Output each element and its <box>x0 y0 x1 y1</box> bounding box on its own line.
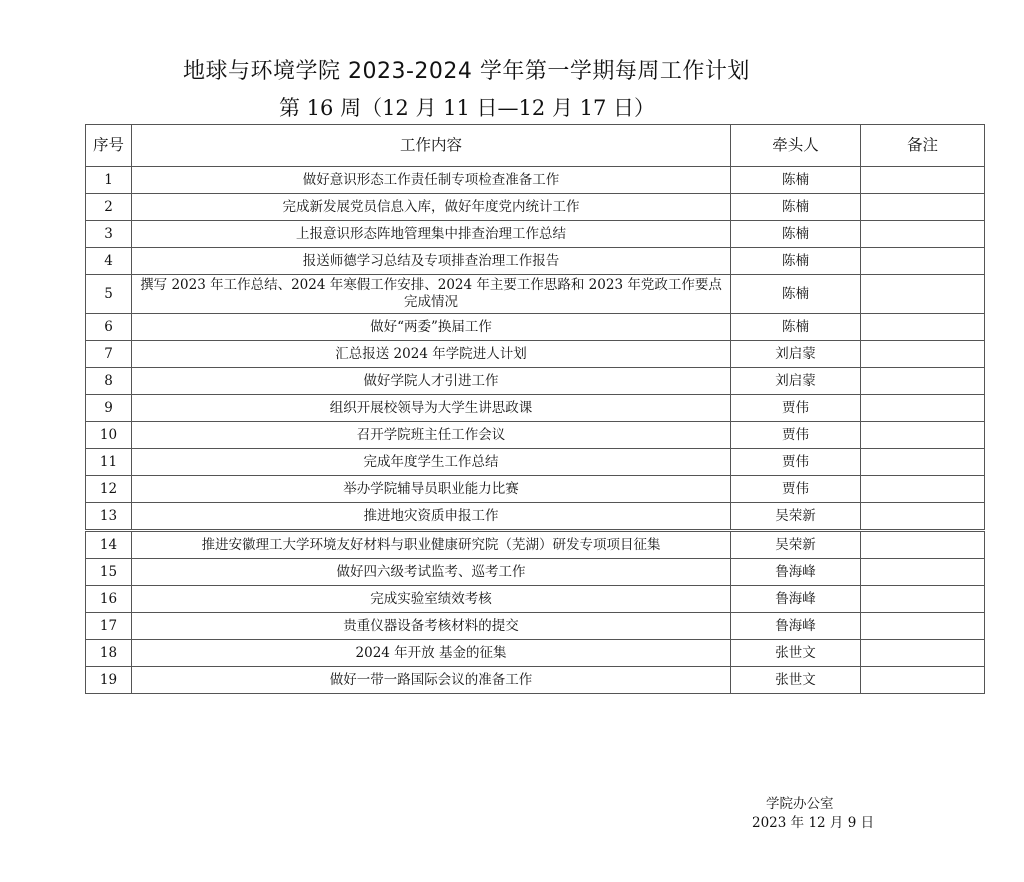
row-note <box>861 586 985 613</box>
row-lead: 鲁海峰 <box>731 586 861 613</box>
row-content: 报送师德学习总结及专项排查治理工作报告 <box>132 248 731 275</box>
row-note <box>861 531 985 559</box>
row-note <box>861 194 985 221</box>
issuing-office: 学院办公室 <box>766 796 834 812</box>
row-note <box>861 640 985 667</box>
table-row <box>86 167 985 194</box>
row-number: 12 <box>86 476 132 503</box>
table-row <box>86 531 985 559</box>
row-content: 召开学院班主任工作会议 <box>132 422 731 449</box>
table-row <box>86 194 985 221</box>
table-row <box>86 667 985 694</box>
row-note <box>861 449 985 476</box>
row-note <box>861 559 985 586</box>
row-note <box>861 314 985 341</box>
row-number: 6 <box>86 314 132 341</box>
row-lead: 刘启蒙 <box>731 368 861 395</box>
row-lead: 刘启蒙 <box>731 341 861 368</box>
row-content: 完成实验室绩效考核 <box>132 586 731 613</box>
row-note <box>861 275 985 314</box>
row-lead: 陈楠 <box>731 167 861 194</box>
row-number: 7 <box>86 341 132 368</box>
header-lead: 牵头人 <box>731 125 861 167</box>
row-number: 10 <box>86 422 132 449</box>
row-content: 做好学院人才引进工作 <box>132 368 731 395</box>
row-number: 13 <box>86 503 132 531</box>
row-note <box>861 613 985 640</box>
table-row <box>86 275 985 314</box>
table-row <box>86 640 985 667</box>
week-subtitle: 第 16 周（12 月 11 日—12 月 17 日） <box>279 96 656 120</box>
row-number: 14 <box>86 531 132 559</box>
row-number: 2 <box>86 194 132 221</box>
row-content: 做好四六级考试监考、巡考工作 <box>132 559 731 586</box>
table-row <box>86 422 985 449</box>
row-note <box>861 422 985 449</box>
table-row <box>86 395 985 422</box>
row-lead: 贾伟 <box>731 395 861 422</box>
row-content: 做好“两委”换届工作 <box>132 314 731 341</box>
table-row <box>86 559 985 586</box>
row-number: 19 <box>86 667 132 694</box>
row-lead: 鲁海峰 <box>731 559 861 586</box>
header-content: 工作内容 <box>132 125 731 167</box>
row-content: 组织开展校领导为大学生讲思政课 <box>132 395 731 422</box>
row-content: 贵重仪器设备考核材料的提交 <box>132 613 731 640</box>
row-content: 汇总报送 2024 年学院进人计划 <box>132 341 731 368</box>
row-note <box>861 167 985 194</box>
row-lead: 陈楠 <box>731 314 861 341</box>
row-note <box>861 667 985 694</box>
table-row <box>86 476 985 503</box>
row-lead: 张世文 <box>731 667 861 694</box>
row-note <box>861 395 985 422</box>
row-note <box>861 368 985 395</box>
weekly-plan-table <box>85 124 985 694</box>
row-lead: 张世文 <box>731 640 861 667</box>
document-title: 地球与环境学院 2023-2024 学年第一学期每周工作计划 <box>183 59 750 84</box>
issue-date: 2023 年 12 月 9 日 <box>752 815 875 831</box>
row-content: 完成年度学生工作总结 <box>132 449 731 476</box>
row-lead: 吴荣新 <box>731 531 861 559</box>
row-content: 做好一带一路国际会议的准备工作 <box>132 667 731 694</box>
header-number: 序号 <box>86 125 132 167</box>
row-lead: 陈楠 <box>731 248 861 275</box>
row-note <box>861 341 985 368</box>
header-note: 备注 <box>861 125 985 167</box>
row-note <box>861 503 985 531</box>
row-content: 撰写 2023 年工作总结、2024 年寒假工作安排、2024 年主要工作思路和 2023 年党政工作要点完成情况 <box>132 275 731 314</box>
row-content: 做好意识形态工作责任制专项检查准备工作 <box>132 167 731 194</box>
row-number: 18 <box>86 640 132 667</box>
row-note <box>861 476 985 503</box>
row-content: 推进安徽理工大学环境友好材料与职业健康研究院（芜湖）研发专项项目征集 <box>132 531 731 559</box>
row-content: 推进地灾资质申报工作 <box>132 503 731 531</box>
row-lead: 贾伟 <box>731 476 861 503</box>
row-number: 9 <box>86 395 132 422</box>
row-number: 1 <box>86 167 132 194</box>
row-lead: 陈楠 <box>731 221 861 248</box>
table-row <box>86 613 985 640</box>
table-row <box>86 341 985 368</box>
row-content: 上报意识形态阵地管理集中排查治理工作总结 <box>132 221 731 248</box>
table-row <box>86 314 985 341</box>
row-content: 2024 年开放 基金的征集 <box>132 640 731 667</box>
row-lead: 贾伟 <box>731 449 861 476</box>
row-lead: 陈楠 <box>731 275 861 314</box>
table-row <box>86 449 985 476</box>
row-number: 17 <box>86 613 132 640</box>
table-row <box>86 368 985 395</box>
row-lead: 鲁海峰 <box>731 613 861 640</box>
row-number: 11 <box>86 449 132 476</box>
row-lead: 陈楠 <box>731 194 861 221</box>
row-note <box>861 248 985 275</box>
row-lead: 吴荣新 <box>731 503 861 531</box>
row-number: 5 <box>86 275 132 314</box>
table-row <box>86 221 985 248</box>
row-number: 8 <box>86 368 132 395</box>
table-row <box>86 586 985 613</box>
row-lead: 贾伟 <box>731 422 861 449</box>
row-content: 举办学院辅导员职业能力比赛 <box>132 476 731 503</box>
table-header-row <box>86 125 985 167</box>
row-number: 3 <box>86 221 132 248</box>
table-row <box>86 248 985 275</box>
table-row <box>86 503 985 531</box>
row-note <box>861 221 985 248</box>
row-number: 15 <box>86 559 132 586</box>
row-number: 16 <box>86 586 132 613</box>
row-number: 4 <box>86 248 132 275</box>
row-content: 完成新发展党员信息入库，做好年度党内统计工作 <box>132 194 731 221</box>
